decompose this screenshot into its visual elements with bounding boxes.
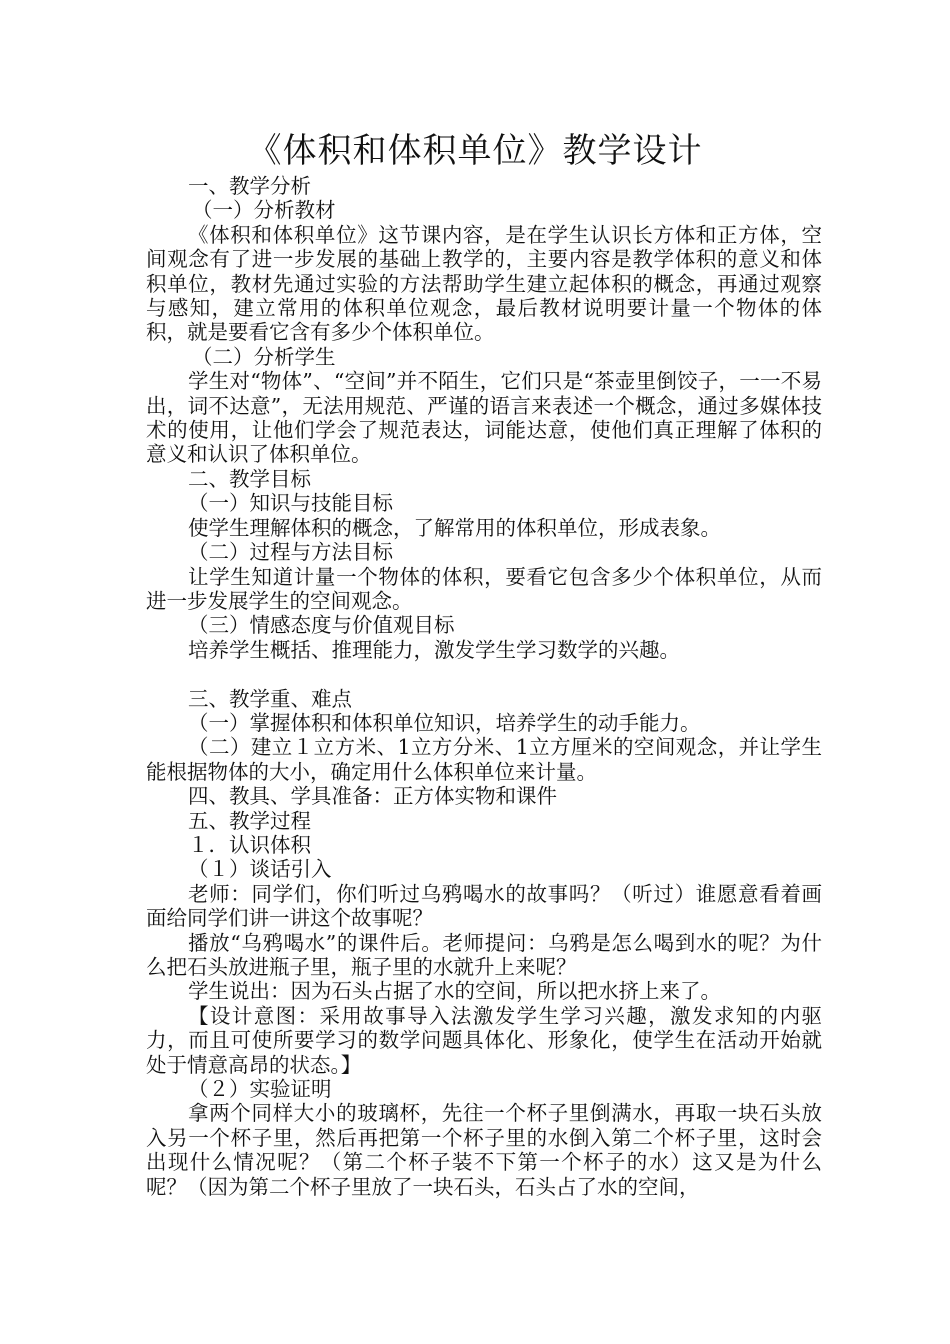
- paragraph-design-intent: 【设计意图：采用故事导入法激发学生学习兴趣，激发求知的内驱力，而且可使所要学习的数学问题具体化、形象化，使学生在活动开始就处于情意高昂的状态。】: [146, 1003, 822, 1077]
- section-heading-goals: 二、教学目标: [188, 466, 311, 491]
- subheading-talk-intro: （１）谈话引入: [188, 857, 332, 882]
- paragraph-teacher-question: 老师：同学们，你们听过乌鸦喝水的故事吗？（听过）谁愿意看着画面给同学们讲一讲这个故事呢？: [146, 881, 822, 931]
- paragraph-attitude-goal: 培养学生概括、推理能力，激发学生学习数学的兴趣。: [188, 637, 680, 662]
- blank-line: [146, 662, 822, 686]
- subheading-experiment: （２）实验证明: [188, 1077, 332, 1102]
- subheading-process-goal: （二）过程与方法目标: [188, 540, 393, 565]
- section-heading-materials: 四、教具、学具准备：正方体实物和课件: [188, 784, 557, 809]
- subheading-textbook: （一）分析教材: [192, 198, 336, 223]
- paragraph-key-point-2: （二）建立１立方米、1立方分米、1立方厘米的空间观念，并让学生能根据物体的大小，确定用什么体积单位来计量。: [146, 735, 822, 784]
- paragraph-knowledge-goal: 使学生理解体积的概念，了解常用的体积单位，形成表象。: [188, 515, 721, 540]
- subheading-know-volume: １．认识体积: [188, 832, 311, 857]
- paragraph-experiment: 拿两个同样大小的玻璃杯，先往一个杯子里倒满水，再取一块石头放入另一个杯子里，然后再把第一个杯子里的水倒入第二个杯子里，这时会出现什么情况呢？（第二个杯子装不下第一个杯子的水）这又是为什么呢？（因为第二个杯子里放了一块石头，石头占了水的空间，: [146, 1101, 822, 1199]
- paragraph-textbook-analysis: 《体积和体积单位》这节课内容，是在学生认识长方体和正方体，空间观念有了进一步发展的基础上教学的，主要内容是教学体积的意义和体积单位，教材先通过实验的方法帮助学生建立起体积的概念，再通过观察与感知，建立常用的体积单位观念，最后教材说明要计量一个物体的体积，就是要看它含有多少个体积单位。: [146, 222, 822, 345]
- section-heading-process: 五、教学过程: [188, 808, 311, 833]
- section-heading-key-points: 三、教学重、难点: [188, 686, 352, 711]
- paragraph-key-point-1: （一）掌握体积和体积单位知识，培养学生的动手能力。: [188, 710, 701, 735]
- subheading-attitude-goal: （三）情感态度与价值观目标: [188, 613, 455, 638]
- paragraph-process-goal: 让学生知道计量一个物体的体积，要看它包含多少个体积单位，从而进一步发展学生的空间观念。: [146, 564, 822, 613]
- document-title: 《体积和体积单位》教学设计: [247, 131, 703, 171]
- document-body: [146, 174, 822, 1199]
- subheading-knowledge-goal: （一）知识与技能目标: [188, 491, 393, 516]
- subheading-students: （二）分析学生: [192, 344, 336, 369]
- paragraph-courseware-play: 播放“乌鸦喝水”的课件后。老师提问：乌鸦是怎么喝到水的呢？为什么把石头放进瓶子里，瓶子里的水就升上来呢？: [146, 930, 822, 979]
- paragraph-student-analysis: 学生对“物体”、“空间”并不陌生，它们只是“茶壶里倒饺子，一一不易出，词不达意”，无法用规范、严谨的语言来表述一个概念，通过多媒体技术的使用，让他们学会了规范表达，词能达意，使他们真正理解了体积的意义和认识了体积单位。: [146, 369, 822, 467]
- section-heading-analysis: 一、教学分析: [188, 174, 311, 198]
- paragraph-student-answer: 学生说出：因为石头占据了水的空间，所以把水挤上来了。: [188, 979, 721, 1004]
